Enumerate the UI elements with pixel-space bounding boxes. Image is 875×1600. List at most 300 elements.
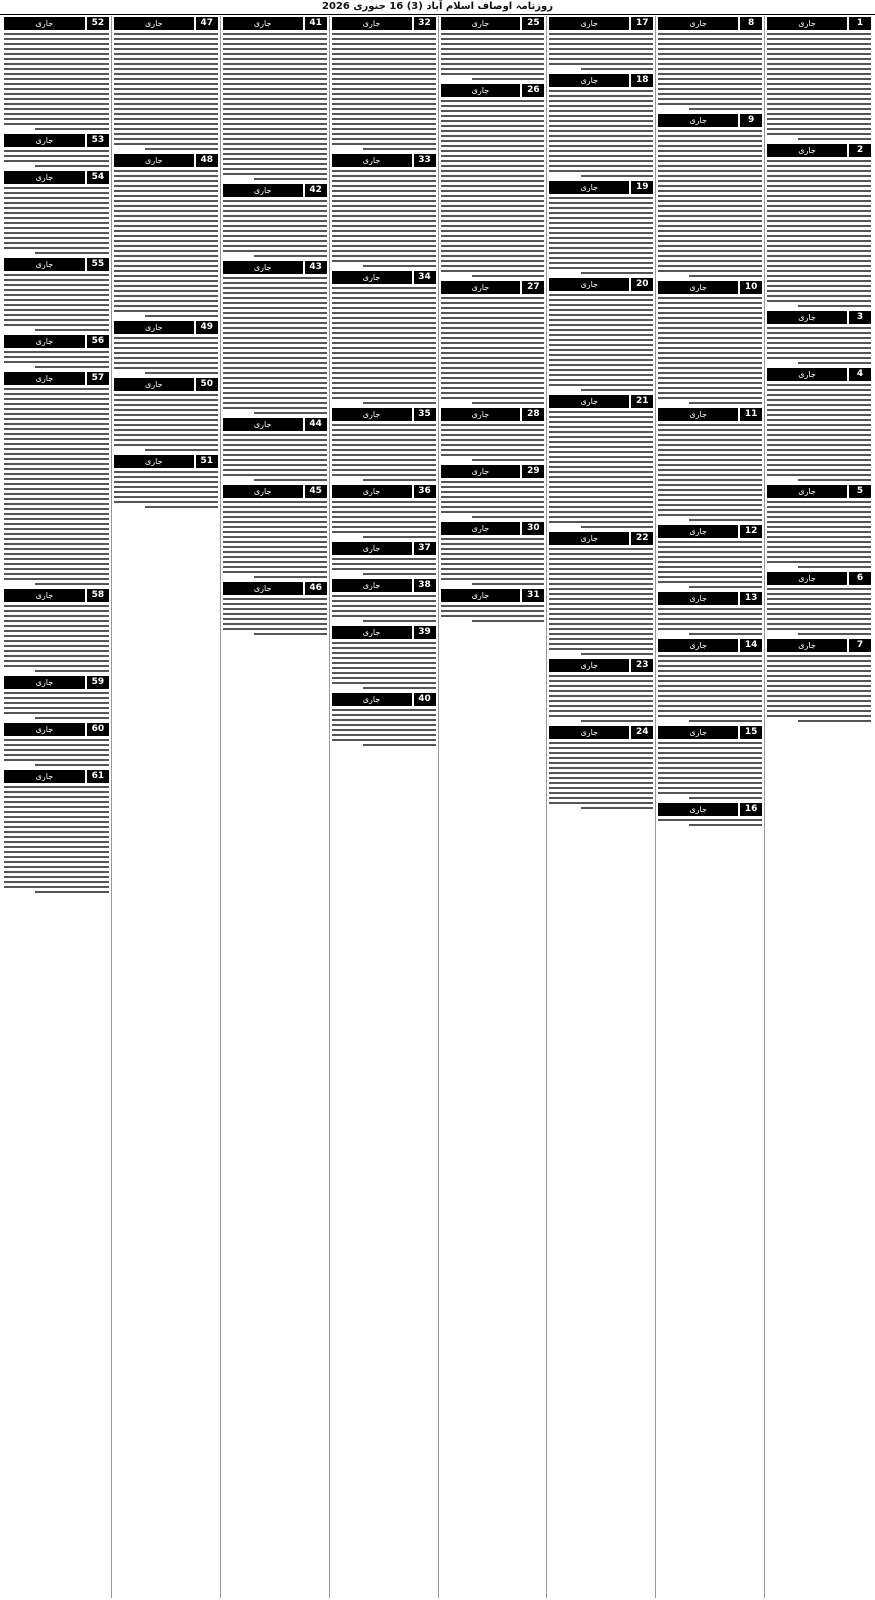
text-line [4,568,109,570]
section-label: جاری [223,418,303,431]
text-line [658,747,762,749]
text-line [223,148,327,150]
news-item [4,170,109,254]
text-line [689,633,762,635]
text-line [658,434,762,436]
text-line [332,439,436,441]
text-line [767,260,871,262]
news-text-block [114,33,218,150]
text-line [658,772,762,774]
item-number: 24 [631,726,653,739]
text-line [549,553,653,555]
text-line [114,414,218,416]
text-line [549,757,653,759]
text-line [332,98,436,100]
text-line [223,352,327,354]
news-text-block [223,501,327,578]
text-line [658,88,762,90]
text-line [254,412,327,414]
news-item [114,377,218,451]
text-line [658,608,762,610]
news-item-header [332,692,436,706]
text-line [223,220,327,222]
text-line [767,603,871,605]
text-line [332,595,436,597]
text-line [332,357,436,359]
section-label: جاری [441,522,521,535]
section-label: جاری [767,485,847,498]
text-line [223,235,327,237]
news-item-header [4,722,109,736]
text-line [549,421,653,423]
text-line [549,202,653,204]
text-line [4,150,109,152]
text-line [441,610,545,612]
text-line [223,297,327,299]
text-line [549,135,653,137]
text-line [549,237,653,239]
news-item-header [441,280,545,294]
item-number: 40 [414,693,436,706]
text-line [658,382,762,384]
section-label: جاری [549,181,629,194]
text-line [332,317,436,319]
text-line [332,382,436,384]
text-line [4,294,109,296]
text-line [223,143,327,145]
text-line [549,680,653,682]
section-label: جاری [549,659,629,672]
text-line [549,354,653,356]
text-line [549,43,653,45]
text-line [767,608,871,610]
text-line [767,474,871,476]
text-line [658,332,762,334]
text-line [549,155,653,157]
text-line [767,511,871,513]
text-line [549,242,653,244]
item-number: 35 [414,408,436,421]
text-line [223,439,327,441]
text-line [4,279,109,281]
text-line [767,118,871,120]
news-column [655,16,764,1598]
text-line [767,546,871,548]
text-line [223,618,327,620]
news-item-header [4,675,109,689]
news-text-block [223,277,327,414]
text-line [114,143,218,145]
news-item-header [658,280,762,294]
item-number: 2 [849,144,871,157]
item-number: 32 [414,17,436,30]
news-item [4,722,109,766]
text-line [549,710,653,712]
text-line [114,58,218,60]
text-line [549,441,653,443]
text-line [549,685,653,687]
text-line [441,317,545,319]
text-line [4,640,109,642]
text-line [223,377,327,379]
news-item-header [441,407,545,421]
item-number: 14 [740,639,762,652]
text-line [658,297,762,299]
item-number: 23 [631,659,653,672]
text-line [549,633,653,635]
text-line [4,274,109,276]
text-line [767,185,871,187]
text-line [549,324,653,326]
text-line [767,300,871,302]
text-line [114,444,218,446]
text-line [223,521,327,523]
text-line [332,337,436,339]
news-item [4,257,109,331]
text-line [549,762,653,764]
text-line [549,207,653,209]
news-item-header [223,484,327,498]
text-line [4,806,109,808]
text-line [332,322,436,324]
text-line [223,598,327,600]
news-text-block [4,187,109,254]
news-text-block [549,675,653,722]
text-line [689,824,762,826]
text-line [4,846,109,848]
news-item-header [223,183,327,197]
text-line [549,598,653,600]
text-line [549,95,653,97]
text-line [4,563,109,565]
text-line [145,449,218,451]
text-line [114,138,218,140]
text-line [767,103,871,105]
text-line [658,230,762,232]
text-line [4,615,109,617]
text-line [441,240,545,242]
news-item [549,531,653,655]
text-line [549,369,653,371]
text-line [549,501,653,503]
text-line [549,628,653,630]
text-line [4,123,109,125]
news-item-header [658,113,762,127]
text-line [441,481,545,483]
text-line [549,90,653,92]
text-line [441,302,545,304]
text-line [767,128,871,130]
text-line [223,153,327,155]
text-line [549,486,653,488]
text-line [332,387,436,389]
text-line [332,138,436,140]
news-text-block [767,33,871,140]
news-item-header [658,407,762,421]
text-line [767,675,871,677]
section-label: جاری [441,281,521,294]
text-line [441,444,545,446]
text-line [767,170,871,172]
text-line [549,705,653,707]
text-line [472,78,545,80]
text-line [254,255,327,257]
text-line [223,78,327,80]
news-item-header [332,578,436,592]
item-number: 12 [740,525,762,538]
text-line [767,628,871,630]
item-number: 47 [196,17,218,30]
section-label: جاری [658,803,738,816]
text-line [441,270,545,272]
text-line [332,118,436,120]
text-line [114,260,218,262]
text-line [658,757,762,759]
text-line [4,478,109,480]
text-line [4,351,109,353]
text-line [114,113,218,115]
text-line [332,397,436,399]
news-text-block [767,501,871,568]
text-line [658,170,762,172]
text-line [223,327,327,329]
text-line [4,284,109,286]
item-number: 28 [522,408,544,421]
text-line [549,782,653,784]
item-number: 9 [740,114,762,127]
text-line [549,690,653,692]
news-item-header [767,484,871,498]
text-line [549,451,653,453]
news-item-header [767,638,871,652]
column-container [2,16,873,1598]
text-line [767,43,871,45]
text-line [441,110,545,112]
text-line [549,257,653,259]
text-line [441,449,545,451]
text-line [223,250,327,252]
text-line [332,143,436,145]
text-line [4,513,109,515]
text-line [4,558,109,560]
text-line [549,511,653,513]
text-line [114,310,218,312]
text-line [332,714,436,716]
text-line [332,424,436,426]
text-line [4,635,109,637]
text-line [441,367,545,369]
text-line [332,302,436,304]
text-line [4,443,109,445]
news-item [658,113,762,277]
text-line [332,434,436,436]
text-line [4,48,109,50]
text-line [223,48,327,50]
text-line [4,831,109,833]
news-item-header [441,464,545,478]
text-line [332,113,436,115]
text-line [114,245,218,247]
text-line [549,506,653,508]
section-label: جاری [658,114,738,127]
text-line [223,603,327,605]
text-line [114,290,218,292]
item-number: 10 [740,281,762,294]
item-number: 4 [849,368,871,381]
news-item-header [332,153,436,167]
text-line [549,767,653,769]
text-line [332,516,436,518]
text-line [549,125,653,127]
news-item-header [332,407,436,421]
text-line [658,680,762,682]
text-line [767,347,871,349]
text-line [549,623,653,625]
text-line [767,337,871,339]
text-line [4,739,109,741]
text-line [658,397,762,399]
text-line [223,551,327,553]
text-line [332,729,436,731]
text-line [4,796,109,798]
news-item-header [4,588,109,602]
text-line [581,175,654,177]
news-text-block [332,424,436,481]
section-label: جاری [4,723,85,736]
item-number: 60 [87,723,109,736]
text-line [658,245,762,247]
text-line [441,220,545,222]
item-number: 38 [414,579,436,592]
text-line [332,332,436,334]
text-line [145,148,218,150]
text-line [549,426,653,428]
text-line [767,165,871,167]
text-line [4,388,109,390]
text-line [114,476,218,478]
text-line [767,285,871,287]
text-line [35,583,108,585]
news-item [4,16,109,130]
text-line [223,205,327,207]
text-line [223,561,327,563]
text-line [658,145,762,147]
text-line [223,245,327,247]
text-line [332,175,436,177]
item-number: 18 [631,74,653,87]
text-line [114,93,218,95]
news-text-block [441,481,545,518]
news-item-header [4,170,109,184]
text-line [658,43,762,45]
section-label: جاری [223,17,303,30]
text-line [441,387,545,389]
text-line [4,207,109,209]
news-column [764,16,873,1598]
section-label: جاری [332,485,412,498]
text-line [4,227,109,229]
text-line [658,250,762,252]
text-line [223,108,327,110]
text-line [441,605,545,607]
text-line [441,392,545,394]
news-item-header [114,16,218,30]
text-line [658,576,762,578]
text-line [35,670,108,672]
section-label: جاری [767,368,847,381]
text-line [549,299,653,301]
text-line [472,620,545,622]
text-line [332,292,436,294]
item-number: 57 [87,372,109,385]
text-line [549,777,653,779]
text-line [4,886,109,888]
news-item [332,625,436,689]
text-line [658,464,762,466]
section-label: جاری [332,626,412,639]
text-line [223,240,327,242]
text-line [223,93,327,95]
text-line [4,433,109,435]
text-line [332,108,436,110]
text-line [332,327,436,329]
text-line [549,294,653,296]
text-line [332,392,436,394]
text-line [549,115,653,117]
news-item [441,16,545,80]
news-item [223,183,327,257]
text-line [332,739,436,741]
text-line [114,200,218,202]
text-line [798,362,871,364]
section-label: جاری [114,154,194,167]
news-item-header [549,73,653,87]
text-line [4,103,109,105]
text-line [472,459,545,461]
text-line [767,235,871,237]
news-item [332,692,436,746]
news-column [329,16,438,1598]
news-item [441,521,545,585]
text-line [767,414,871,416]
item-number: 30 [522,522,544,535]
text-line [4,155,109,157]
section-label: جاری [4,676,85,689]
text-line [223,163,327,165]
text-line [658,58,762,60]
text-line [223,444,327,446]
item-number: 17 [631,17,653,30]
text-line [441,68,545,70]
text-line [223,292,327,294]
text-line [4,108,109,110]
text-line [332,506,436,508]
text-line [658,73,762,75]
text-line [4,438,109,440]
text-line [223,566,327,568]
text-line [223,83,327,85]
text-line [223,367,327,369]
text-line [767,623,871,625]
text-line [332,225,436,227]
item-number: 8 [740,17,762,30]
section-label: جاری [658,408,738,421]
text-line [332,255,436,257]
item-number: 21 [631,395,653,408]
text-line [4,759,109,761]
text-line [4,68,109,70]
text-line [114,175,218,177]
